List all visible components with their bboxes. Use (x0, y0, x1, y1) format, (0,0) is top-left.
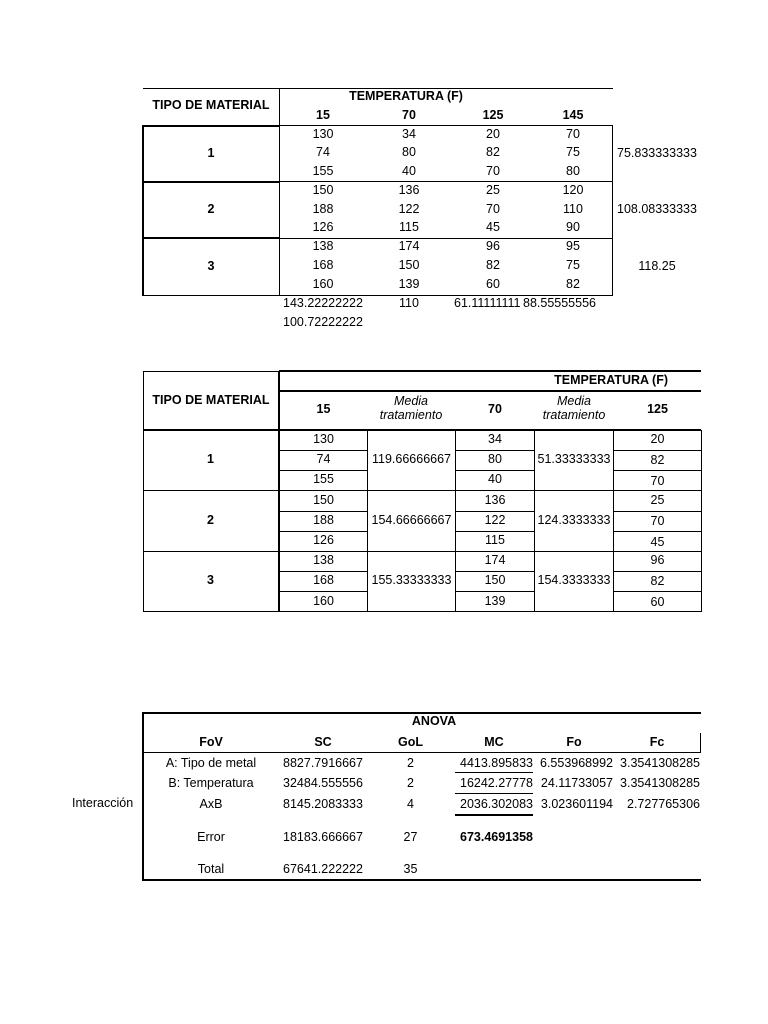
t2-treatment-mean: 51.33333333 (537, 452, 611, 466)
t2-cell: 150 (484, 573, 506, 587)
anova-mc: 16242.27778 (460, 776, 533, 790)
t1-cell: 136 (398, 183, 420, 197)
t1-cell: 188 (312, 202, 334, 216)
t1-cell: 45 (486, 220, 500, 234)
t1-group-label: 3 (207, 259, 215, 273)
anova-gol: 4 (407, 797, 414, 811)
t1-cell: 70 (486, 164, 500, 178)
t2-cell: 70 (650, 474, 665, 488)
anova-mc: 673.4691358 (460, 830, 533, 844)
t1-grand-mean: 100.72222222 (283, 315, 363, 329)
t1-cell: 75 (566, 145, 580, 159)
t2-temp-70: 70 (488, 402, 502, 416)
interaccion-label: Interacción (72, 796, 134, 810)
anova-header-fov: FoV (199, 735, 223, 749)
t1-cell: 70 (566, 127, 580, 141)
anova-fo: 24.11733057 (540, 776, 613, 790)
anova-header-fc: Fc (649, 735, 665, 749)
t2-cell: 25 (650, 493, 665, 507)
t2-cell: 82 (650, 453, 665, 467)
anova-sc: 18183.666667 (283, 830, 363, 844)
t1-cell: 138 (312, 239, 334, 253)
t1-cell: 130 (312, 127, 334, 141)
t2-media-header: Media tratamiento (379, 394, 443, 422)
t2-cell: 20 (650, 432, 665, 446)
t1-cell: 82 (486, 258, 500, 272)
t2-cell: 130 (313, 432, 334, 446)
t1-row-mean: 118.25 (638, 259, 676, 273)
t2-cell: 40 (488, 472, 502, 486)
t1-cell: 40 (402, 164, 416, 178)
anova-fov: Total (197, 862, 225, 876)
t1-temp-125: 125 (482, 108, 504, 122)
t2-cell: 96 (650, 553, 665, 567)
t2-cell: 82 (650, 574, 665, 588)
t1-cell: 80 (566, 164, 580, 178)
t2-cell: 115 (485, 533, 505, 547)
t2-cell: 60 (650, 595, 665, 609)
t1-group-label: 1 (207, 146, 215, 160)
t1-cell: 150 (312, 183, 334, 197)
anova-gol: 27 (403, 830, 418, 844)
anova-title: ANOVA (411, 714, 457, 728)
t1-cell: 80 (402, 145, 416, 159)
t1-col-mean: 143.22222222 (283, 296, 363, 310)
t2-temperature-header: TEMPERATURA (F) (554, 373, 668, 387)
t2-cell: 139 (484, 594, 506, 608)
t1-cell: 155 (312, 164, 334, 178)
t2-cell: 174 (484, 553, 506, 567)
anova-fov: A: Tipo de metal (165, 756, 257, 770)
t1-cell: 110 (563, 202, 583, 216)
t1-cell: 160 (312, 277, 334, 291)
t1-cell: 20 (486, 127, 500, 141)
t2-cell: 80 (488, 452, 502, 466)
t1-cell: 90 (566, 220, 580, 234)
t1-cell: 70 (486, 202, 500, 216)
t1-cell: 74 (316, 145, 330, 159)
anova-fc: 3.3541308285 (620, 756, 700, 770)
anova-mc: 4413.895833 (460, 756, 533, 770)
t1-cell: 115 (399, 220, 419, 234)
t1-temp-145: 145 (562, 108, 584, 122)
t1-cell: 126 (312, 220, 334, 234)
t1-cell: 25 (486, 183, 500, 197)
t2-cell: 74 (316, 452, 331, 466)
t2-cell: 45 (650, 535, 665, 549)
t2-media-header: Media tratamiento (542, 394, 606, 422)
anova-fc: 2.727765306 (627, 797, 700, 811)
t1-cell: 75 (566, 258, 580, 272)
t2-material-header: TIPO DE MATERIAL (152, 393, 270, 407)
anova-header-fo: Fo (566, 735, 582, 749)
t1-row-mean: 75.833333333 (617, 146, 697, 160)
t2-treatment-mean: 119.66666667 (371, 452, 452, 466)
t1-cell: 82 (486, 145, 500, 159)
anova-fo: 6.553968992 (540, 756, 613, 770)
t2-cell: 188 (313, 513, 334, 527)
anova-gol: 35 (403, 862, 418, 876)
anova-sc: 32484.555556 (283, 776, 363, 790)
anova-sc: 8827.7916667 (283, 756, 363, 770)
t1-col-mean: 88.55555556 (523, 296, 596, 310)
t2-cell: 150 (313, 493, 334, 507)
t1-material-header: TIPO DE MATERIAL (152, 98, 270, 112)
anova-sc: 67641.222222 (283, 862, 363, 876)
t1-cell: 122 (398, 202, 420, 216)
t2-treatment-mean: 154.66666667 (371, 513, 452, 527)
t1-cell: 60 (486, 277, 500, 291)
t1-cell: 139 (398, 277, 420, 291)
t1-cell: 95 (566, 239, 580, 253)
t1-cell: 150 (398, 258, 420, 272)
t2-group-label: 2 (207, 513, 214, 527)
anova-fov: B: Temperatura (168, 776, 254, 790)
t1-row-mean: 108.08333333 (617, 202, 697, 216)
t2-group-label: 3 (207, 573, 214, 587)
t2-cell: 160 (313, 594, 334, 608)
anova-gol: 2 (407, 776, 414, 790)
t1-cell: 34 (402, 127, 416, 141)
t2-cell: 122 (484, 513, 506, 527)
t2-cell: 168 (313, 573, 334, 587)
t1-temp-70: 70 (402, 108, 416, 122)
anova-header-sc: SC (314, 735, 332, 749)
t2-temp-125: 125 (647, 402, 668, 416)
t2-cell: 70 (650, 514, 665, 528)
t2-temp-15: 15 (316, 402, 331, 416)
anova-header-gol: GoL (398, 735, 423, 749)
anova-fov: Error (197, 830, 225, 844)
t2-cell: 136 (484, 493, 506, 507)
anova-mc: 2036.302083 (460, 797, 533, 811)
t2-cell: 138 (313, 553, 334, 567)
t1-cell: 120 (562, 183, 584, 197)
t1-cell: 174 (398, 239, 420, 253)
t1-col-mean: 61.11111111 (454, 296, 521, 310)
t1-cell: 82 (566, 277, 580, 291)
t2-cell: 155 (313, 472, 334, 486)
t1-cell: 168 (312, 258, 334, 272)
t2-group-label: 1 (207, 452, 214, 466)
t2-treatment-mean: 155.33333333 (371, 573, 452, 587)
t2-cell: 126 (313, 533, 334, 547)
t1-group-label: 2 (207, 202, 215, 216)
t1-cell: 96 (486, 239, 500, 253)
t2-treatment-mean: 124.3333333 (537, 513, 611, 527)
t1-temperature-header: TEMPERATURA (F) (349, 89, 463, 103)
anova-fc: 3.3541308285 (620, 776, 700, 790)
t1-temp-15: 15 (316, 108, 330, 122)
t2-treatment-mean: 154.3333333 (537, 573, 611, 587)
t2-cell: 34 (488, 432, 502, 446)
anova-sc: 8145.2083333 (283, 797, 363, 811)
anova-fov: AxB (199, 797, 223, 811)
anova-gol: 2 (407, 756, 414, 770)
anova-fo: 3.023601194 (540, 797, 613, 811)
anova-header-mc: MC (484, 735, 504, 749)
t1-col-mean: 110 (399, 296, 419, 310)
